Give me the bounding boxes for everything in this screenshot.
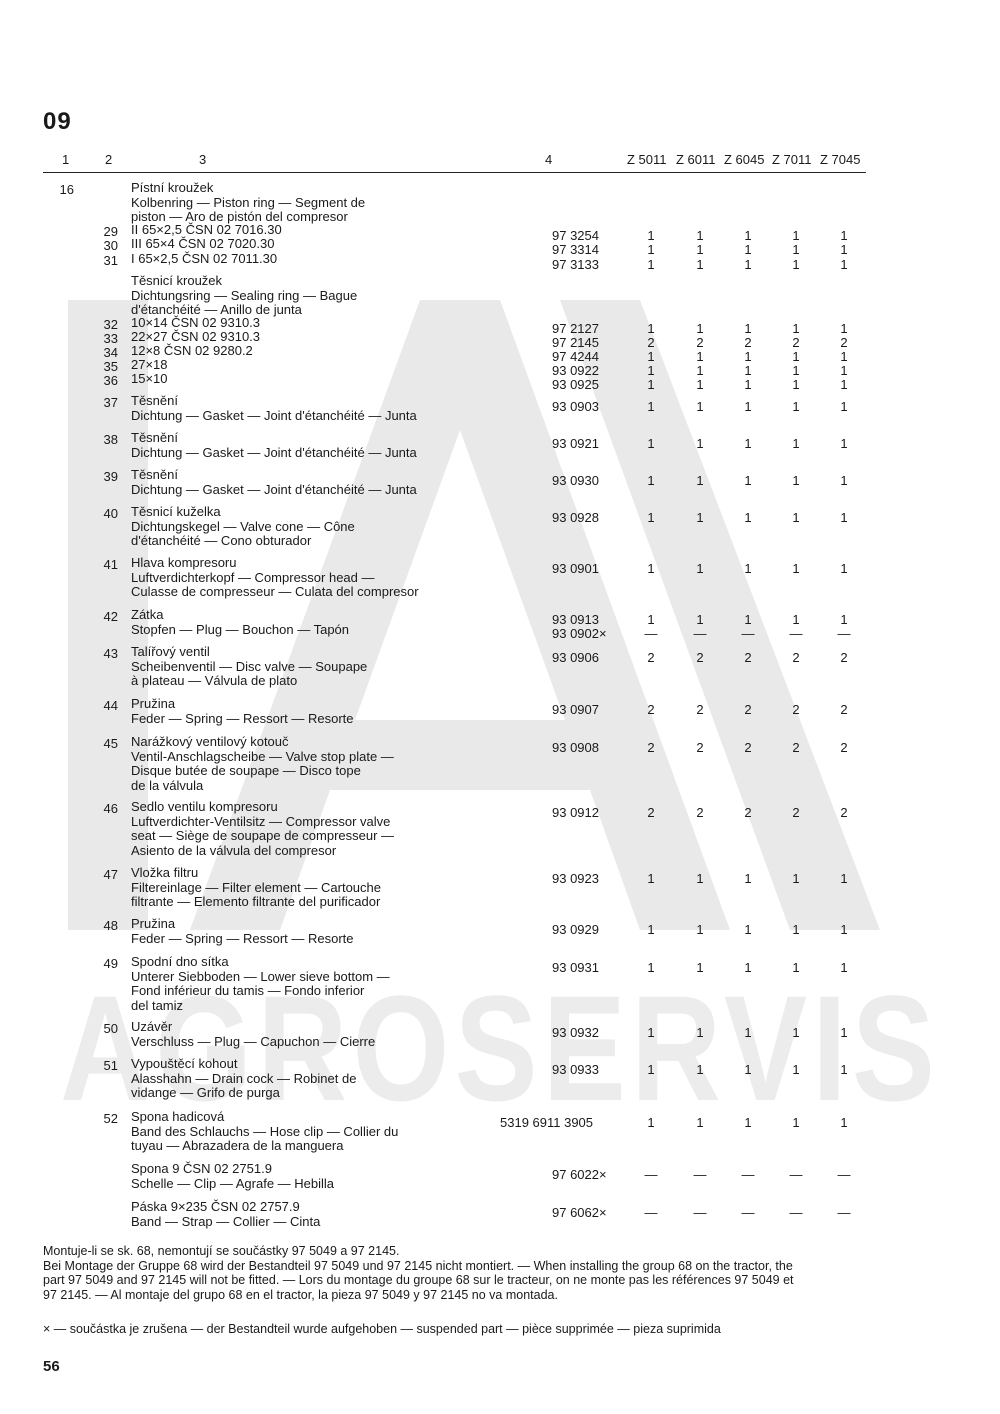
- description-line: Páska 9×235 ČSN 02 2757.9: [131, 1199, 300, 1214]
- quantity-cell: —: [837, 1167, 851, 1182]
- quantity-cell: 1: [647, 242, 655, 257]
- part-number: 93 0907: [552, 702, 599, 717]
- part-number: 93 0932: [552, 1025, 599, 1040]
- quantity-cell: 1: [792, 363, 800, 378]
- description-line: Alasshahn — Drain cock — Robinet de: [131, 1070, 357, 1086]
- description-line: Těsnění: [131, 393, 178, 408]
- part-number: 93 0931: [552, 960, 599, 975]
- part-number: 93 0913: [552, 612, 599, 627]
- part-number: 97 3314: [552, 242, 599, 257]
- part-description: [131, 1162, 461, 1191]
- quantity-cell: 1: [744, 1025, 752, 1040]
- part-description: [131, 372, 461, 387]
- position-number: 43: [103, 646, 118, 661]
- part-description: [131, 344, 461, 359]
- description-line: 12×8 ČSN 02 9280.2: [131, 343, 253, 358]
- quantity-cell: 1: [840, 363, 848, 378]
- quantity-cell: 1: [647, 321, 655, 336]
- part-number: 97 2145: [552, 335, 599, 350]
- quantity-cell: —: [644, 1167, 658, 1182]
- quantity-cell: 1: [647, 257, 655, 272]
- quantity-cell: —: [741, 1167, 755, 1182]
- quantity-cell: 1: [792, 377, 800, 392]
- description-line: Fond inférieur du tamis — Fondo inferior: [131, 983, 365, 998]
- description-line: Unterer Siebboden — Lower sieve bottom —: [131, 968, 390, 984]
- quantity-cell: —: [789, 626, 803, 641]
- description-line: Spona 9 ČSN 02 2751.9: [131, 1161, 272, 1176]
- position-number: 52: [103, 1111, 118, 1126]
- quantity-cell: 1: [840, 377, 848, 392]
- description-line: Pružina: [131, 916, 176, 931]
- description-line: Zátka: [131, 607, 164, 622]
- description-line: Dichtung — Gasket — Joint d'étanchéité — Junta: [131, 481, 417, 497]
- part-description: [131, 274, 461, 318]
- quantity-cell: 1: [840, 257, 848, 272]
- description-line: Hlava kompresoru: [131, 555, 237, 570]
- description-line: Dichtungskegel — Valve cone — Cône: [131, 518, 355, 534]
- quantity-cell: 1: [696, 228, 704, 243]
- part-description: [131, 1200, 461, 1229]
- description-line: Schelle — Clip — Agrafe — Hebilla: [131, 1175, 335, 1191]
- quantity-cell: 1: [647, 228, 655, 243]
- quantity-cell: 1: [744, 922, 752, 937]
- quantity-cell: 1: [647, 1062, 655, 1077]
- quantity-cell: 1: [647, 960, 655, 975]
- quantity-cell: 2: [792, 740, 800, 755]
- quantity-cell: 1: [744, 257, 752, 272]
- quantity-cell: 1: [840, 612, 848, 627]
- description-line: piston — Aro de pistón del compresor: [131, 209, 348, 224]
- quantity-cell: 1: [647, 922, 655, 937]
- header-model-z5011: Z 5011: [627, 152, 667, 167]
- part-number: 93 0908: [552, 740, 599, 755]
- quantity-cell: 1: [840, 473, 848, 488]
- quantity-cell: 2: [744, 702, 752, 717]
- description-line: Band — Strap — Collier — Cinta: [131, 1213, 321, 1229]
- quantity-cell: 2: [696, 740, 704, 755]
- quantity-cell: —: [837, 626, 851, 641]
- part-description: [131, 1057, 461, 1101]
- quantity-cell: 1: [840, 871, 848, 886]
- position-number: 31: [103, 253, 118, 268]
- part-description: [131, 608, 461, 637]
- part-description: [131, 917, 461, 946]
- quantity-cell: 1: [792, 561, 800, 576]
- quantity-cell: —: [789, 1205, 803, 1220]
- quantity-cell: 1: [744, 612, 752, 627]
- position-number: 44: [103, 698, 118, 713]
- description-line: Těsnicí kroužek: [131, 273, 223, 288]
- quantity-cell: 1: [696, 1062, 704, 1077]
- header-model-z6011: Z 6011: [676, 152, 716, 167]
- description-line: Pístní kroužek: [131, 180, 214, 195]
- position-number: 35: [103, 359, 118, 374]
- quantity-cell: 1: [647, 871, 655, 886]
- part-number: 97 3254: [552, 228, 599, 243]
- quantity-cell: 1: [744, 561, 752, 576]
- part-number: 97 4244: [552, 349, 599, 364]
- part-description: [131, 468, 461, 497]
- description-line: Filtereinlage — Filter element — Cartouche: [131, 879, 381, 895]
- description-line: I 65×2,5 ČSN 02 7011.30: [131, 251, 278, 266]
- quantity-cell: 2: [696, 335, 704, 350]
- part-number: 93 0902×: [552, 626, 607, 641]
- quantity-cell: 1: [840, 960, 848, 975]
- part-number: 93 0929: [552, 922, 599, 937]
- part-description: [131, 237, 461, 252]
- quantity-cell: 2: [744, 650, 752, 665]
- header-col-2: 2: [105, 152, 113, 167]
- quantity-cell: —: [789, 1167, 803, 1182]
- position-number: 51: [103, 1058, 118, 1073]
- part-number: 97 2127: [552, 321, 599, 336]
- quantity-cell: 1: [647, 1025, 655, 1040]
- quantity-cell: 1: [696, 473, 704, 488]
- description-line: Scheibenventil — Disc valve — Soupape: [131, 658, 368, 674]
- quantity-cell: 1: [696, 1025, 704, 1040]
- quantity-cell: 1: [840, 242, 848, 257]
- quantity-cell: 1: [792, 612, 800, 627]
- quantity-cell: 1: [647, 612, 655, 627]
- section-number: 09: [43, 108, 72, 135]
- quantity-cell: 1: [696, 1115, 704, 1130]
- quantity-cell: 1: [792, 257, 800, 272]
- position-number: 48: [103, 918, 118, 933]
- quantity-cell: 1: [792, 228, 800, 243]
- quantity-cell: 1: [792, 436, 800, 451]
- quantity-cell: 1: [744, 1062, 752, 1077]
- quantity-cell: —: [644, 626, 658, 641]
- description-line: filtrante — Elemento filtrante del purificador: [131, 894, 381, 909]
- part-description: [131, 955, 461, 1013]
- position-number: 33: [103, 331, 118, 346]
- quantity-cell: 1: [840, 1025, 848, 1040]
- quantity-cell: 1: [840, 922, 848, 937]
- description-line: III 65×4 ČSN 02 7020.30: [131, 236, 275, 251]
- description-line: Spodní dno sítka: [131, 954, 229, 969]
- description-line: Pružina: [131, 696, 176, 711]
- description-line: II 65×2,5 ČSN 02 7016.30: [131, 222, 282, 237]
- quantity-cell: 1: [840, 228, 848, 243]
- quantity-cell: 1: [696, 436, 704, 451]
- header-model-z7011: Z 7011: [772, 152, 812, 167]
- description-line: Vypouštěcí kohout: [131, 1056, 238, 1071]
- position-number: 36: [103, 373, 118, 388]
- part-number: 93 0925: [552, 377, 599, 392]
- quantity-cell: 2: [840, 805, 848, 820]
- description-line: 15×10: [131, 371, 168, 386]
- part-number: 93 0923: [552, 871, 599, 886]
- description-line: Narážkový ventilový kotouč: [131, 734, 289, 749]
- quantity-cell: 2: [792, 702, 800, 717]
- header-col-4: 4: [545, 152, 553, 167]
- quantity-cell: 1: [792, 1115, 800, 1130]
- description-line: de la válvula: [131, 777, 204, 793]
- quantity-cell: 1: [840, 321, 848, 336]
- quantity-cell: 1: [744, 321, 752, 336]
- quantity-cell: 1: [696, 349, 704, 364]
- position-number: 40: [103, 506, 118, 521]
- part-number: 97 3133: [552, 257, 599, 272]
- part-number: 93 0906: [552, 650, 599, 665]
- quantity-cell: 1: [696, 377, 704, 392]
- position-number: 37: [103, 395, 118, 410]
- quantity-cell: 2: [647, 650, 655, 665]
- part-description: [131, 1110, 461, 1154]
- position-number: 41: [103, 557, 118, 572]
- quantity-cell: 1: [696, 561, 704, 576]
- description-line: Disque butée de soupape — Disco tope: [131, 763, 361, 778]
- position-number: 50: [103, 1021, 118, 1036]
- quantity-cell: 1: [647, 436, 655, 451]
- note-line: Montuje-li se sk. 68, nemontují se součástky 97 5049 a 97 2145.: [43, 1244, 400, 1258]
- quantity-cell: 1: [647, 377, 655, 392]
- part-number: 97 6062×: [552, 1205, 607, 1220]
- part-description: [131, 1020, 461, 1049]
- quantity-cell: 1: [696, 399, 704, 414]
- part-description: [131, 556, 461, 600]
- quantity-cell: 1: [696, 960, 704, 975]
- description-line: Sedlo ventilu kompresoru: [131, 799, 278, 814]
- part-description: [131, 866, 461, 910]
- description-line: d'étanchéité — Cono obturador: [131, 533, 312, 548]
- position-number: 29: [103, 224, 118, 239]
- quantity-cell: 2: [696, 702, 704, 717]
- quantity-cell: 1: [647, 561, 655, 576]
- quantity-cell: 2: [744, 740, 752, 755]
- quantity-cell: 2: [647, 702, 655, 717]
- quantity-cell: 1: [647, 510, 655, 525]
- quantity-cell: 1: [744, 242, 752, 257]
- description-line: Feder — Spring — Ressort — Resorte: [131, 710, 354, 726]
- quantity-cell: —: [741, 626, 755, 641]
- description-line: tuyau — Abrazadera de la manguera: [131, 1138, 344, 1153]
- description-line: Spona hadicová: [131, 1109, 225, 1124]
- quantity-cell: 1: [792, 321, 800, 336]
- quantity-cell: 1: [840, 1062, 848, 1077]
- quantity-cell: 1: [792, 922, 800, 937]
- description-line: d'étanchéité — Anillo de junta: [131, 302, 302, 317]
- description-line: Uzávěr: [131, 1019, 173, 1034]
- quantity-cell: 2: [696, 805, 704, 820]
- legend-note: × — součástka je zrušena — der Bestandteil wurde aufgehoben — suspended part — pièce supprimée — pieza suprimida: [43, 1322, 721, 1336]
- quantity-cell: 1: [792, 871, 800, 886]
- quantity-cell: 1: [744, 228, 752, 243]
- quantity-cell: 1: [792, 960, 800, 975]
- quantity-cell: 2: [696, 650, 704, 665]
- header-model-z6045: Z 6045: [724, 152, 765, 167]
- position-number: 30: [103, 238, 118, 253]
- position-number: 49: [103, 956, 118, 971]
- quantity-cell: 2: [840, 740, 848, 755]
- part-description: [131, 431, 461, 460]
- part-number: 93 0933: [552, 1062, 599, 1077]
- quantity-cell: 1: [744, 1115, 752, 1130]
- quantity-cell: 1: [744, 363, 752, 378]
- quantity-cell: 1: [696, 242, 704, 257]
- quantity-cell: —: [837, 1205, 851, 1220]
- quantity-cell: —: [741, 1205, 755, 1220]
- part-number: 93 0921: [552, 436, 599, 451]
- quantity-cell: —: [693, 1205, 707, 1220]
- part-description: [131, 181, 461, 225]
- quantity-cell: 1: [647, 399, 655, 414]
- description-line: à plateau — Válvula de plato: [131, 673, 298, 688]
- description-line: Těsnění: [131, 430, 178, 445]
- description-line: Těsnění: [131, 467, 178, 482]
- quantity-cell: 1: [696, 871, 704, 886]
- description-line: 22×27 ČSN 02 9310.3: [131, 329, 261, 344]
- description-line: 10×14 ČSN 02 9310.3: [131, 315, 261, 330]
- page-number: 56: [43, 1358, 60, 1375]
- quantity-cell: 1: [744, 399, 752, 414]
- description-line: 27×18: [131, 357, 168, 372]
- header-model-z7045: Z 7045: [820, 152, 861, 167]
- description-line: seat — Siège de soupape de compresseur —: [131, 828, 395, 843]
- quantity-cell: 1: [696, 257, 704, 272]
- note-line: 97 2145. — Al montaje del grupo 68 en el tractor, la pieza 97 5049 y 97 2145 no va montada.: [43, 1287, 558, 1302]
- description-line: Ventil-Anschlagscheibe — Valve stop plate —: [131, 748, 394, 764]
- description-line: Asiento de la válvula del compresor: [131, 842, 337, 858]
- part-description: [131, 800, 461, 858]
- quantity-cell: 1: [744, 960, 752, 975]
- quantity-cell: 1: [696, 363, 704, 378]
- note-line: part 97 5049 and 97 2145 will not be fitted. — Lors du montage du groupe 68 sur le tracteur, on ne monte pas les références 97 5049 et: [43, 1273, 794, 1287]
- position-number: 34: [103, 345, 118, 360]
- part-number: 93 0901: [552, 561, 599, 576]
- description-line: Těsnicí kuželka: [131, 504, 221, 519]
- quantity-cell: —: [693, 626, 707, 641]
- quantity-cell: 1: [647, 1115, 655, 1130]
- part-number: 5319 6911 3905: [500, 1115, 594, 1130]
- quantity-cell: 1: [840, 561, 848, 576]
- quantity-cell: 2: [840, 335, 848, 350]
- part-number: 97 6022×: [552, 1167, 607, 1182]
- note-line: Bei Montage der Gruppe 68 wird der Bestandteil 97 5049 und 97 2145 nicht montiert. — When installing the group 68 on the tractor, the: [43, 1258, 793, 1273]
- description-line: Stopfen — Plug — Bouchon — Tapón: [131, 621, 350, 637]
- quantity-cell: 1: [792, 1062, 800, 1077]
- description-line: Culasse de compresseur — Culata del compresor: [131, 584, 419, 599]
- quantity-cell: 1: [744, 349, 752, 364]
- part-description: [131, 645, 461, 689]
- quantity-cell: 1: [696, 510, 704, 525]
- position-number: 47: [103, 867, 118, 882]
- part-number: 93 0903: [552, 399, 599, 414]
- quantity-cell: 1: [840, 349, 848, 364]
- description-line: vidange — Grifo de purga: [131, 1085, 280, 1100]
- position-number: 16: [59, 182, 74, 197]
- quantity-cell: 2: [744, 335, 752, 350]
- position-number: 46: [103, 801, 118, 816]
- quantity-cell: 1: [696, 922, 704, 937]
- position-number: 45: [103, 736, 118, 751]
- quantity-cell: 1: [744, 510, 752, 525]
- quantity-cell: 2: [792, 805, 800, 820]
- quantity-cell: 1: [840, 510, 848, 525]
- part-description: [131, 697, 461, 726]
- quantity-cell: 1: [792, 1025, 800, 1040]
- position-number: 38: [103, 432, 118, 447]
- quantity-cell: 1: [744, 436, 752, 451]
- quantity-cell: 1: [792, 399, 800, 414]
- quantity-cell: 1: [744, 473, 752, 488]
- quantity-cell: 2: [792, 335, 800, 350]
- watermark-text: AGROSERVIS: [60, 964, 940, 1132]
- quantity-cell: 1: [840, 399, 848, 414]
- header-col-3: 3: [199, 152, 207, 167]
- quantity-cell: 1: [647, 349, 655, 364]
- quantity-cell: 1: [792, 510, 800, 525]
- quantity-cell: 1: [696, 612, 704, 627]
- quantity-cell: 1: [792, 473, 800, 488]
- part-number: 93 0928: [552, 510, 599, 525]
- quantity-cell: 1: [647, 473, 655, 488]
- description-line: del tamiz: [131, 997, 184, 1013]
- quantity-cell: 1: [696, 321, 704, 336]
- description-line: Kolbenring — Piston ring — Segment de: [131, 194, 366, 210]
- quantity-cell: 1: [647, 363, 655, 378]
- quantity-cell: 1: [840, 1115, 848, 1130]
- description-line: Talířový ventil: [131, 644, 210, 659]
- part-description: [131, 394, 461, 423]
- description-line: Luftverdichterkopf — Compressor head —: [131, 569, 375, 585]
- position-number: 42: [103, 609, 118, 624]
- description-line: Luftverdichter-Ventilsitz — Compressor valve: [131, 813, 391, 829]
- part-description: [131, 252, 461, 267]
- quantity-cell: 2: [840, 702, 848, 717]
- quantity-cell: 2: [647, 335, 655, 350]
- part-description: [131, 735, 461, 793]
- header-col-1: 1: [62, 152, 70, 167]
- quantity-cell: 2: [840, 650, 848, 665]
- description-line: Band des Schlauchs — Hose clip — Collier du: [131, 1123, 399, 1139]
- position-number: 39: [103, 469, 118, 484]
- description-line: Verschluss — Plug — Capuchon — Cierre: [131, 1033, 376, 1049]
- part-number: 93 0930: [552, 473, 599, 488]
- description-line: Vložka filtru: [131, 865, 199, 880]
- quantity-cell: 1: [792, 242, 800, 257]
- part-number: 93 0922: [552, 363, 599, 378]
- part-number: 93 0912: [552, 805, 599, 820]
- quantity-cell: 1: [792, 349, 800, 364]
- quantity-cell: 1: [744, 871, 752, 886]
- description-line: Dichtungsring — Sealing ring — Bague: [131, 287, 358, 303]
- quantity-cell: 1: [840, 436, 848, 451]
- part-description: [131, 358, 461, 373]
- description-line: Dichtung — Gasket — Joint d'étanchéité — Junta: [131, 444, 417, 460]
- part-description: [131, 505, 461, 549]
- quantity-cell: 1: [744, 377, 752, 392]
- description-line: Feder — Spring — Ressort — Resorte: [131, 930, 354, 946]
- quantity-cell: 2: [647, 740, 655, 755]
- description-line: Dichtung — Gasket — Joint d'étanchéité — Junta: [131, 407, 417, 423]
- quantity-cell: —: [644, 1205, 658, 1220]
- position-number: 32: [103, 317, 118, 332]
- quantity-cell: 2: [647, 805, 655, 820]
- quantity-cell: 2: [792, 650, 800, 665]
- header-divider: [43, 172, 866, 173]
- quantity-cell: —: [693, 1167, 707, 1182]
- quantity-cell: 2: [744, 805, 752, 820]
